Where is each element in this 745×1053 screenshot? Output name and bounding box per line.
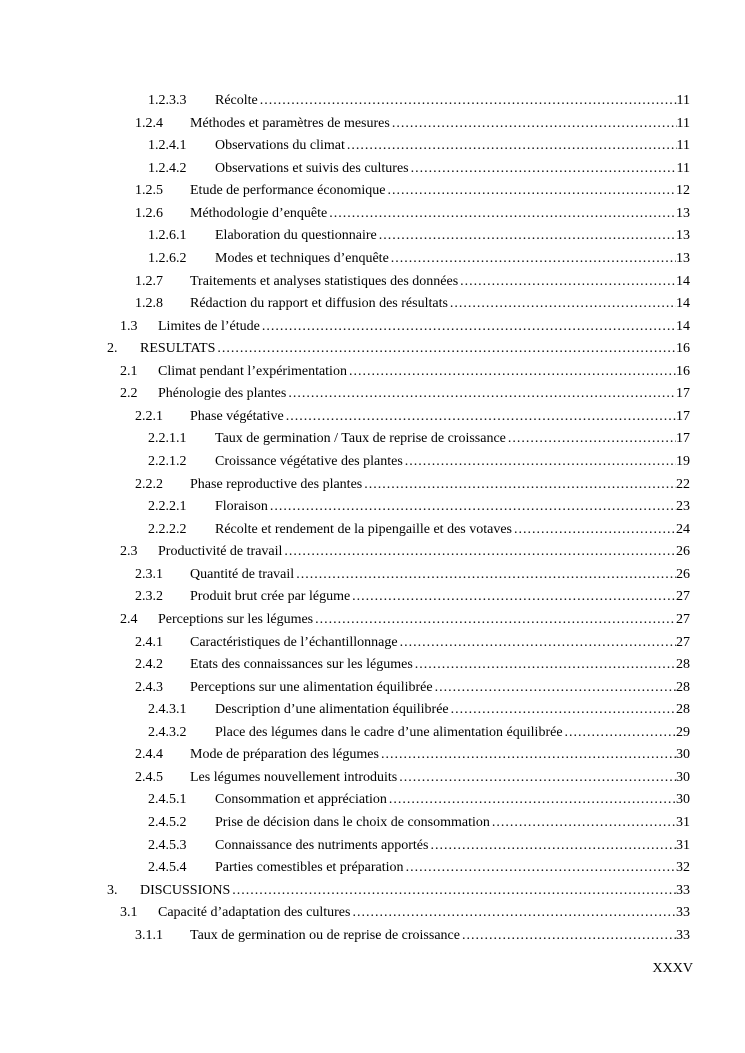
toc-entry-title: Observations et suivis des cultures [215, 160, 409, 176]
toc-entry [107, 428, 690, 451]
leader-dots [282, 541, 676, 564]
toc-entry-page-number: 24 [676, 521, 690, 537]
toc-entry-number: 2.4.5.1 [148, 792, 187, 808]
leader-dots [512, 519, 676, 542]
leader-dots [362, 474, 676, 497]
leader-dots [458, 271, 676, 294]
toc-entry-page-number: 30 [676, 769, 690, 785]
leader-dots [413, 654, 676, 677]
toc-entry [107, 180, 690, 203]
toc-entry-title: Phase végétative [190, 408, 284, 424]
toc-entry-number: 2. [107, 341, 118, 357]
leader-dots [403, 451, 676, 474]
toc-entry-title: Traitements et analyses statistiques des données [190, 273, 459, 289]
toc-entry-title: Récolte [215, 93, 258, 108]
toc-entry-title: Croissance végétative des plantes [215, 454, 403, 469]
toc-entry-page-number: 28 [676, 702, 690, 718]
toc-entry-title: DISCUSSIONS [140, 882, 231, 898]
toc-entry-title: Taux de germination ou de reprise de croissance [190, 927, 460, 943]
toc-entry-page-number: 11 [676, 160, 690, 176]
toc-entry-page-number: 28 [676, 657, 690, 673]
toc-entry [107, 699, 690, 722]
toc-entry-page-number: 22 [676, 476, 690, 492]
toc-entry [107, 902, 690, 925]
toc-entry-number: 2.2 [120, 386, 138, 402]
toc-entry [107, 632, 690, 655]
toc-entry-title: Productivité de travail [158, 544, 283, 560]
toc-entry-number: 1.2.4.1 [148, 138, 187, 154]
toc-entry-page-number: 11 [676, 93, 690, 108]
toc-entry-title: Modes et techniques d’enquête [215, 250, 389, 266]
toc-entry-title: Méthodologie d’enquête [190, 205, 328, 221]
toc-entry-number: 1.3 [120, 318, 138, 334]
leader-dots [268, 496, 676, 519]
toc-entry [107, 677, 690, 700]
leader-dots [347, 361, 676, 384]
leader-dots [379, 744, 676, 767]
toc-entry-number: 3. [107, 882, 118, 898]
toc-entry-number: 1.2.4 [135, 115, 163, 131]
toc-entry [107, 519, 690, 542]
toc-entry [107, 248, 690, 271]
toc-entry-page-number: 17 [676, 386, 690, 402]
leader-dots [345, 135, 677, 158]
toc-entry [107, 293, 690, 316]
toc-entry [107, 609, 690, 632]
toc-list [107, 90, 690, 947]
toc-entry-page-number: 27 [676, 611, 690, 627]
leader-dots [260, 316, 676, 339]
toc-entry-page-number: 13 [676, 205, 690, 221]
leader-dots [428, 835, 676, 858]
toc-entry-title: Observations du climat [215, 138, 345, 154]
leader-dots [404, 857, 676, 880]
toc-entry [107, 880, 690, 903]
toc-entry-page-number: 11 [676, 115, 690, 131]
toc-entry-page-number: 14 [676, 296, 690, 312]
toc-entry-title: Phase reproductive des plantes [190, 476, 363, 492]
toc-entry [107, 857, 690, 880]
leader-dots [397, 767, 676, 790]
toc-entry-number: 2.2.2.2 [148, 521, 187, 537]
toc-entry [107, 338, 690, 361]
toc-entry [107, 541, 690, 564]
toc-entry-page-number: 26 [676, 566, 690, 582]
toc-entry [107, 225, 690, 248]
toc-entry-page-number: 27 [676, 634, 690, 650]
toc-entry-title: Capacité d’adaptation des cultures [158, 905, 351, 921]
toc-entry [107, 135, 690, 158]
toc-entry-number: 2.4.5.4 [148, 860, 187, 876]
leader-dots [460, 925, 676, 948]
toc-entry-title: Mode de préparation des légumes [190, 747, 379, 763]
toc-entry-number: 1.2.3.3 [148, 93, 187, 108]
leader-dots [386, 180, 676, 203]
toc-entry-number: 1.2.8 [135, 296, 163, 312]
leader-dots [398, 632, 676, 655]
toc-entry-number: 2.2.2.1 [148, 499, 187, 515]
toc-entry-title: Phénologie des plantes [158, 386, 287, 402]
toc-entry-page-number: 29 [676, 724, 690, 740]
toc-entry-number: 2.2.1.2 [148, 454, 187, 469]
toc-entry-title: Prise de décision dans le choix de consommation [215, 815, 490, 830]
toc-entry-page-number: 30 [676, 792, 690, 808]
toc-entry-number: 1.2.6.2 [148, 250, 187, 266]
toc-entry [107, 925, 690, 948]
toc-entry [107, 767, 690, 790]
toc-entry-title: Connaissance des nutriments apportés [215, 837, 429, 853]
toc-entry-page-number: 33 [676, 905, 690, 921]
toc-entry-number: 2.4.3.2 [148, 724, 187, 740]
leader-dots [215, 338, 676, 361]
leader-dots [490, 812, 676, 835]
leader-dots [258, 90, 677, 113]
toc-entry-number: 2.4.5.3 [148, 837, 187, 853]
toc-entry-title: Produit brut crée par légume [190, 589, 351, 605]
toc-entry-page-number: 30 [676, 747, 690, 763]
toc-entry-page-number: 28 [676, 679, 690, 695]
toc-entry-number: 2.4.3 [135, 679, 163, 695]
toc-entry-number: 1.2.4.2 [148, 160, 187, 176]
toc-entry-number: 1.2.7 [135, 273, 163, 289]
toc-entry-title: Perceptions sur les légumes [158, 611, 314, 627]
toc-entry-number: 2.4.1 [135, 634, 163, 650]
toc-entry-title: Limites de l’étude [158, 318, 260, 334]
toc-entry-page-number: 11 [676, 138, 690, 154]
toc-entry [107, 564, 690, 587]
toc-entry-page-number: 17 [676, 431, 690, 447]
toc-entry-title: Rédaction du rapport et diffusion des résultats [190, 296, 448, 312]
toc-entry [107, 406, 690, 429]
leader-dots [294, 564, 676, 587]
toc-entry [107, 586, 690, 609]
toc-entry-title: Les légumes nouvellement introduits [190, 769, 398, 785]
toc-entry [107, 722, 690, 745]
toc-entry-page-number: 14 [676, 273, 690, 289]
toc-entry-title: Floraison [215, 499, 268, 515]
leader-dots [563, 722, 676, 745]
toc-entry-number: 2.4.2 [135, 657, 163, 673]
leader-dots [327, 203, 676, 226]
leader-dots [390, 113, 677, 136]
toc-entry-number: 2.2.2 [135, 476, 163, 492]
toc-entry-number: 2.4.4 [135, 747, 163, 763]
toc-entry-number: 2.1 [120, 363, 138, 379]
toc-entry-title: Quantité de travail [190, 566, 295, 582]
leader-dots [409, 158, 677, 181]
toc-entry-number: 2.3.1 [135, 566, 163, 582]
toc-entry-page-number: 23 [676, 499, 690, 515]
toc-entry-page-number: 16 [676, 363, 690, 379]
toc-entry [107, 158, 690, 181]
toc-entry-title: Taux de germination / Taux de reprise de croissance [215, 431, 506, 447]
toc-entry-title: Climat pendant l’expérimentation [158, 363, 347, 379]
toc-entry-page-number: 12 [676, 183, 690, 199]
toc-entry [107, 90, 690, 113]
toc-entry-page-number: 31 [676, 815, 690, 830]
toc-entry-number: 3.1 [120, 905, 138, 921]
toc-entry-title: Etude de performance économique [190, 183, 386, 199]
toc-entry-title: Caractéristiques de l’échantillonnage [190, 634, 398, 650]
toc-entry-number: 1.2.6 [135, 205, 163, 221]
toc-entry [107, 744, 690, 767]
toc-entry-title: Description d’une alimentation équilibrée [215, 702, 449, 718]
toc-entry-number: 2.4 [120, 611, 138, 627]
toc-entry-number: 2.2.1.1 [148, 431, 187, 447]
leader-dots [433, 677, 676, 700]
leader-dots [284, 406, 676, 429]
toc-entry-page-number: 31 [676, 837, 690, 853]
leader-dots [448, 293, 676, 316]
toc-entry-title: RESULTATS [140, 341, 216, 357]
toc-entry-number: 2.4.5.2 [148, 815, 187, 830]
toc-entry-page-number: 16 [676, 341, 690, 357]
toc-entry-page-number: 26 [676, 544, 690, 560]
toc-entry-number: 2.3.2 [135, 589, 163, 605]
toc-entry-title: Récolte et rendement de la pipengaille et des votaves [215, 521, 512, 537]
leader-dots [449, 699, 676, 722]
toc-entry [107, 474, 690, 497]
toc-entry-page-number: 14 [676, 318, 690, 334]
leader-dots [313, 609, 676, 632]
toc-entry [107, 812, 690, 835]
toc-entry-title: Place des légumes dans le cadre d’une alimentation équilibrée [215, 724, 563, 740]
toc-entry [107, 271, 690, 294]
leader-dots [350, 586, 676, 609]
toc-entry-number: 3.1.1 [135, 927, 163, 943]
toc-entry-title: Méthodes et paramètres de mesures [190, 115, 390, 131]
toc-entry-number: 2.4.3.1 [148, 702, 187, 718]
toc-entry-title: Etats des connaissances sur les légumes [190, 657, 413, 673]
toc-entry-page-number: 19 [676, 454, 690, 469]
leader-dots [377, 225, 676, 248]
toc-entry-number: 1.2.6.1 [148, 228, 187, 244]
toc-entry-page-number: 33 [676, 927, 690, 943]
toc-entry [107, 203, 690, 226]
toc-entry-title: Parties comestibles et préparation [215, 860, 404, 876]
toc-entry [107, 835, 690, 858]
leader-dots [350, 902, 676, 925]
toc-entry-page-number: 17 [676, 408, 690, 424]
toc-entry-number: 2.2.1 [135, 408, 163, 424]
toc-entry [107, 654, 690, 677]
toc-entry-page-number: 32 [676, 860, 690, 876]
leader-dots [286, 383, 676, 406]
toc-entry-title: Perceptions sur une alimentation équilibrée [190, 679, 433, 695]
toc-entry [107, 451, 690, 474]
toc-entry [107, 361, 690, 384]
toc-entry-page-number: 27 [676, 589, 690, 605]
toc-entry [107, 789, 690, 812]
toc-entry [107, 383, 690, 406]
leader-dots [230, 880, 676, 903]
toc-entry-page-number: 13 [676, 250, 690, 266]
toc-entry [107, 316, 690, 339]
toc-entry-number: 1.2.5 [135, 183, 163, 199]
toc-entry [107, 113, 690, 136]
toc-entry-number: 2.3 [120, 544, 138, 560]
toc-entry-page-number: 33 [676, 882, 690, 898]
page-number-footer: XXXV [652, 961, 693, 976]
toc-entry-number: 2.4.5 [135, 769, 163, 785]
toc-entry-page-number: 13 [676, 228, 690, 244]
leader-dots [506, 428, 676, 451]
leader-dots [387, 789, 676, 812]
toc-entry [107, 496, 690, 519]
toc-entry-title: Elaboration du questionnaire [215, 228, 377, 244]
toc-entry-title: Consommation et appréciation [215, 792, 387, 808]
leader-dots [389, 248, 676, 271]
